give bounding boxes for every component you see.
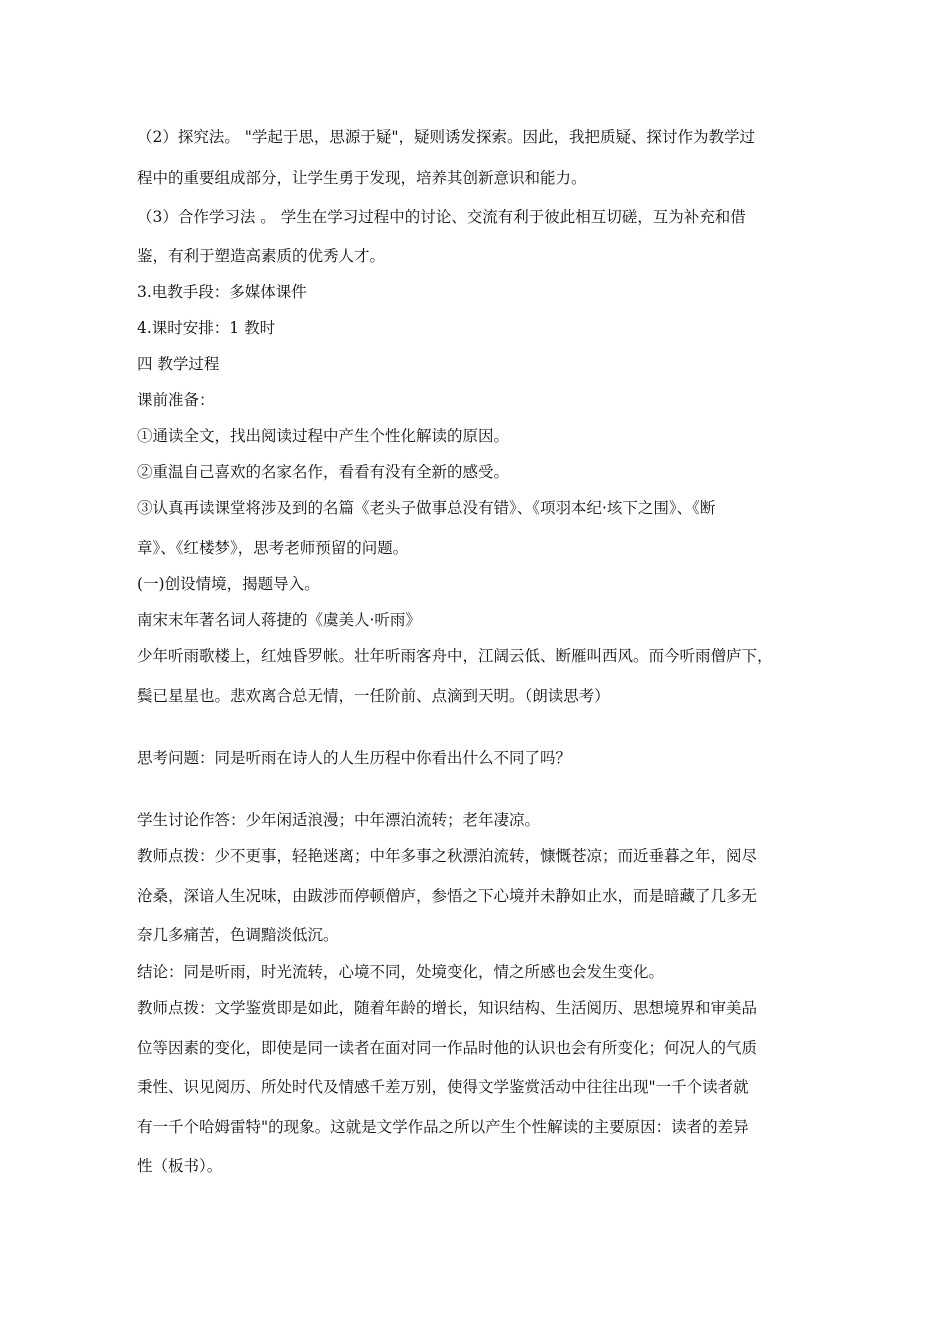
paragraph-line: （3）合作学习法 。 学生在学习过程中的讨论、交流有利于彼此相互切磋，互为补充和借 (137, 208, 746, 226)
paragraph-line: 4.课时安排：1 教时 (137, 319, 276, 337)
subsection-heading: (一)创设情境，揭题导入。 (137, 575, 320, 593)
list-item: ①通读全文，找出阅读过程中产生个性化解读的原因。 (137, 427, 510, 445)
section-heading: 四 教学过程 (137, 355, 220, 373)
paragraph-line: 课前准备： (137, 391, 215, 409)
paragraph-line: 程中的重要组成部分，让学生勇于发现，培养其创新意识和能力。 (137, 169, 587, 187)
paragraph-line: 奈几多痛苦，色调黯淡低沉。 (137, 926, 339, 944)
paragraph-line: 学生讨论作答：少年闲适浪漫；中年漂泊流转；老年凄凉。 (137, 811, 541, 829)
paragraph-line: 章》、《红楼梦》，思考老师预留的问题。 (137, 539, 409, 557)
paragraph-line: 鉴，有利于塑造高素质的优秀人才。 (137, 247, 386, 265)
paragraph-line: 性（板书）。 (137, 1157, 223, 1175)
poem-line: 少年听雨歌楼上，红烛昏罗帐。壮年听雨客舟中，江阔云低、断雁叫西风。而今听雨僧庐下， (137, 647, 773, 665)
paragraph-line: 沧桑，深谙人生况味，由跋涉而停顿僧庐，参悟之下心境并未静如止水，而是暗藏了几多无 (137, 887, 758, 905)
paragraph-line: 教师点拨：文学鉴赏即是如此，随着年龄的增长，知识结构、生活阅历、思想境界和审美品 (137, 999, 758, 1017)
paragraph-line: 有一千个哈姆雷特"的现象。这就是文学作品之所以产生个性解读的主要原因：读者的差异 (137, 1118, 749, 1136)
paragraph-line: 结论：同是听雨，时光流转，心境不同，处境变化，情之所感也会发生变化。 (137, 963, 665, 981)
paragraph-line: 南宋末年著名词人蒋捷的《虞美人·听雨》 (137, 611, 421, 629)
paragraph-line: 教师点拨：少不更事，轻艳迷离；中年多事之秋漂泊流转，慷慨苍凉；而近垂暮之年，阅尽 (137, 847, 758, 865)
paragraph-line: 位等因素的变化，即使是同一读者在面对同一作品时他的认识也会有所变化；何况人的气质 (137, 1039, 758, 1057)
paragraph-line: （2）探究法。 "学起于思，思源于疑"，疑则诱发探索。因此，我把质疑、探讨作为教学过 (137, 128, 756, 146)
list-item: ③认真再读课堂将涉及到的名篇《老头子做事总没有错》、《项羽本纪·垓下之围》、《断 (137, 499, 716, 517)
paragraph-line: 3.电教手段：多媒体课件 (137, 283, 307, 301)
poem-line: 鬓已星星也。悲欢离合总无情，一任阶前、点滴到天明。（朗读思考） (137, 687, 610, 705)
list-item: ②重温自己喜欢的名家名作，看看有没有全新的感受。 (137, 463, 510, 481)
paragraph-line: 秉性、识见阅历、所处时代及情感千差万别，使得文学鉴赏活动中往往出现"一千个读者就 (137, 1078, 749, 1096)
paragraph-line: 思考问题：同是听雨在诗人的人生历程中你看出什么不同了吗？ (137, 749, 572, 767)
